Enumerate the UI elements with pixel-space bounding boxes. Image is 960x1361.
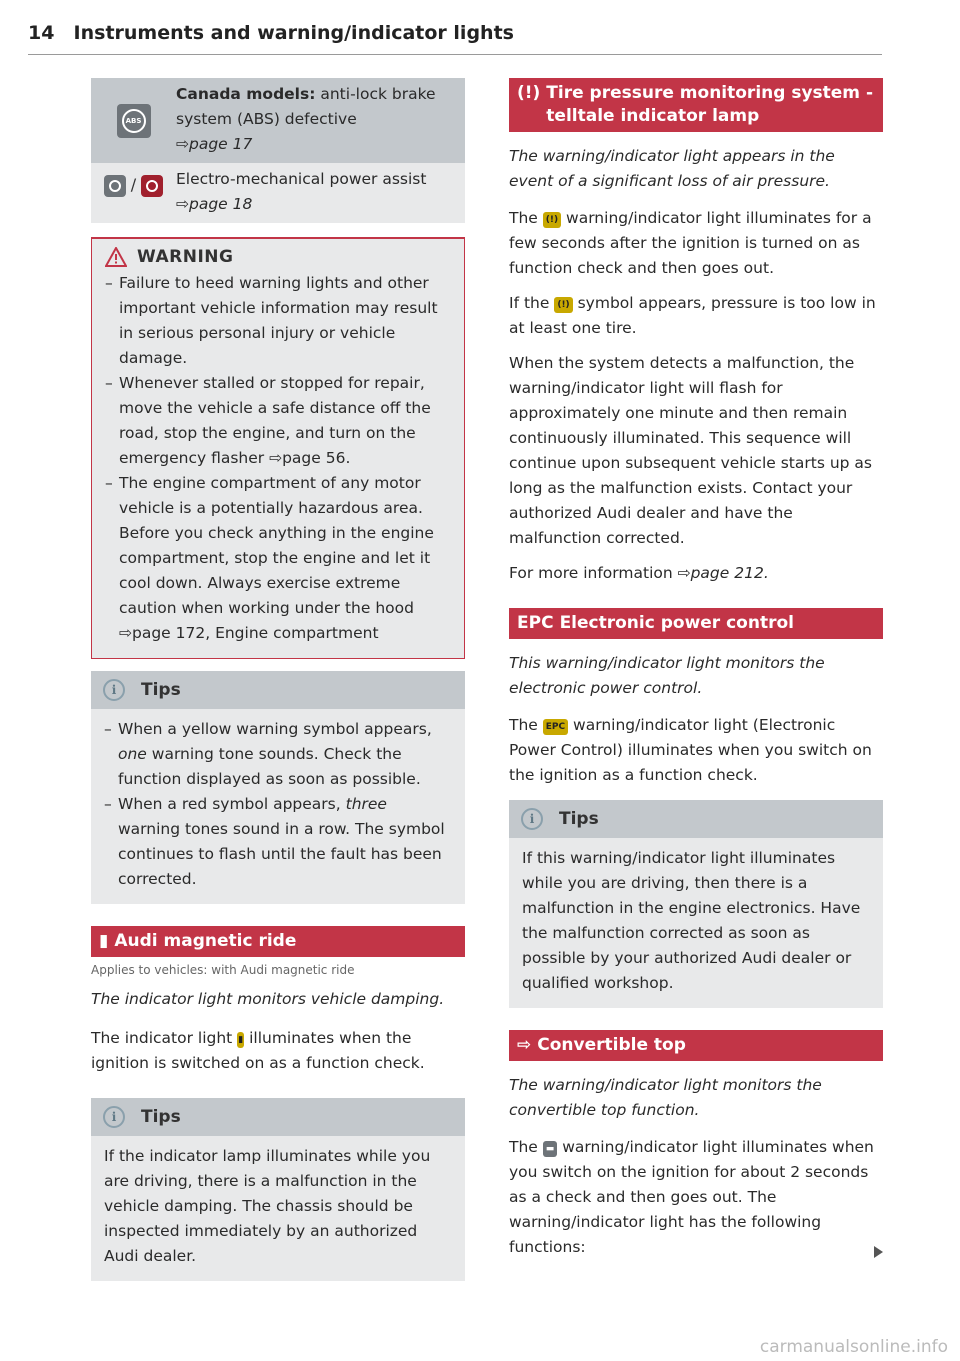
section-body: The indicator light ▮ illuminates when the ignition is switched on as a function check. xyxy=(91,1029,425,1072)
left-column xyxy=(91,78,465,1281)
indicator-row-power-assist xyxy=(91,163,465,223)
warning-triangle-icon xyxy=(105,247,127,267)
indicator-text: anti-lock brake system (ABS) defective xyxy=(176,85,436,128)
tire-pressure-indicator-icon: (!) xyxy=(554,297,572,313)
page-header xyxy=(28,22,882,55)
power-steering-yellow-icon xyxy=(104,175,126,197)
warning-box xyxy=(91,237,465,659)
info-icon: i xyxy=(521,808,543,830)
page-reference[interactable]: ⇨page 18 xyxy=(176,195,253,213)
page-reference[interactable]: ⇨page 212. xyxy=(677,564,769,582)
right-column xyxy=(509,78,883,1260)
page-title: Instruments and warning/indicator lights xyxy=(73,22,514,44)
damper-indicator-icon: ▮ xyxy=(237,1032,244,1048)
tips-box-magnetic-ride xyxy=(91,1098,465,1281)
tire-pressure-icon: (!) xyxy=(517,83,541,103)
list-item: – When a red symbol appears, three warning tones sound in a row. The symbol continues to flash until the fault has been corrected. xyxy=(104,792,453,892)
tips-title: Tips xyxy=(141,1107,181,1127)
info-icon: i xyxy=(103,679,125,701)
tips-title: Tips xyxy=(141,680,181,700)
tips-list xyxy=(91,709,465,896)
convertible-top-icon: ⇨ xyxy=(517,1035,532,1055)
page-number: 14 xyxy=(28,22,55,44)
indicator-label: Canada models: xyxy=(176,85,316,103)
section-body: The EPC warning/indicator light (Electronic Power Control) illuminates when you switch on the ignition as a function check. xyxy=(509,716,872,784)
section-body: When the system detects a malfunction, the warning/indicator light will flash for approximately one minute and then remain continuously illuminated. This sequence will continue upon subsequent vehicle starts up as long as the malfunction exists. Contact your authorized Audi dealer and have the malfunction corrected. xyxy=(509,354,872,547)
list-item: – When a yellow warning symbol appears, one warning tone sounds. Check the function displayed as soon as possible. xyxy=(104,717,453,792)
power-steering-red-icon xyxy=(141,175,163,197)
tips-text: If the indicator lamp illuminates while you are driving, there is a malfunction in the vehicle damping. The chassis should be inspected immediately by an authorized Audi dealer. xyxy=(104,1147,431,1265)
icon-separator: / xyxy=(130,175,137,194)
list-item: – Whenever stalled or stopped for repair, move the vehicle a safe distance off the road, stop the engine, and turn on the emergency flasher ⇨page 56. xyxy=(105,371,454,471)
section-body: The (!) warning/indicator light illuminates for a few seconds after the ignition is turned on as function check and then goes out. xyxy=(509,209,872,277)
section-heading-tpms: (!) Tire pressure monitoring system - telltale indicator lamp xyxy=(509,78,883,132)
list-item: – The engine compartment of any motor vehicle is a potentially hazardous area. Before you check anything in the engine compartment, stop the engine and let it cool down. Always exercise extreme caution when working under the hood ⇨page 172, Engine compartment xyxy=(105,471,454,646)
section-intro: The indicator light monitors vehicle damping. xyxy=(91,990,445,1008)
convertible-indicator-icon: ▬ xyxy=(543,1141,558,1157)
section-body: If the (!) symbol appears, pressure is too low in at least one tire. xyxy=(509,294,876,337)
section-body: The ▬ warning/indicator light illuminates when you switch on the ignition for about 2 seconds as a check and then goes out. The warning/indicator light has the following functions: xyxy=(509,1138,874,1256)
warning-title: WARNING xyxy=(137,247,234,267)
applies-note: Applies to vehicles: with Audi magnetic ride xyxy=(91,963,355,977)
section-intro: The warning/indicator light appears in the event of a significant loss of air pressure. xyxy=(509,147,835,190)
tips-text: If this warning/indicator light illuminates while you are driving, then there is a malfunction in the engine electronics. Have the malfunction corrected as soon as possible by your authorized Audi dealer or qualified workshop. xyxy=(522,849,861,992)
section-heading-epc: EPC Electronic power control xyxy=(509,608,883,639)
warning-list xyxy=(92,271,464,646)
epc-icon: EPC xyxy=(517,613,554,633)
section-heading-convertible-top: ⇨ Convertible top xyxy=(509,1030,883,1061)
section-body: For more information ⇨page 212. xyxy=(509,564,769,582)
epc-indicator-icon: EPC xyxy=(543,719,568,735)
indicator-row-abs xyxy=(91,78,465,163)
damper-icon: ▮ xyxy=(99,931,109,951)
tips-box-epc xyxy=(509,800,883,1008)
tips-box-general xyxy=(91,671,465,904)
section-intro: This warning/indicator light monitors the electronic power control. xyxy=(509,654,825,697)
page-reference[interactable]: ⇨page 17 xyxy=(176,135,253,153)
info-icon: i xyxy=(103,1106,125,1128)
section-heading-magnetic-ride: ▮ Audi magnetic ride xyxy=(91,926,465,957)
continue-arrow-icon xyxy=(874,1246,883,1258)
section-intro: The warning/indicator light monitors the convertible top function. xyxy=(509,1076,822,1119)
list-item: – Failure to heed warning lights and other important vehicle information may result in serious personal injury or vehicle damage. xyxy=(105,271,454,371)
indicator-text: Electro-mechanical power assist xyxy=(176,170,427,188)
watermark: carmanualsonline.info xyxy=(759,1337,948,1357)
tire-pressure-indicator-icon: (!) xyxy=(543,212,561,228)
tips-title: Tips xyxy=(559,809,599,829)
abs-icon: ABS xyxy=(117,104,151,138)
